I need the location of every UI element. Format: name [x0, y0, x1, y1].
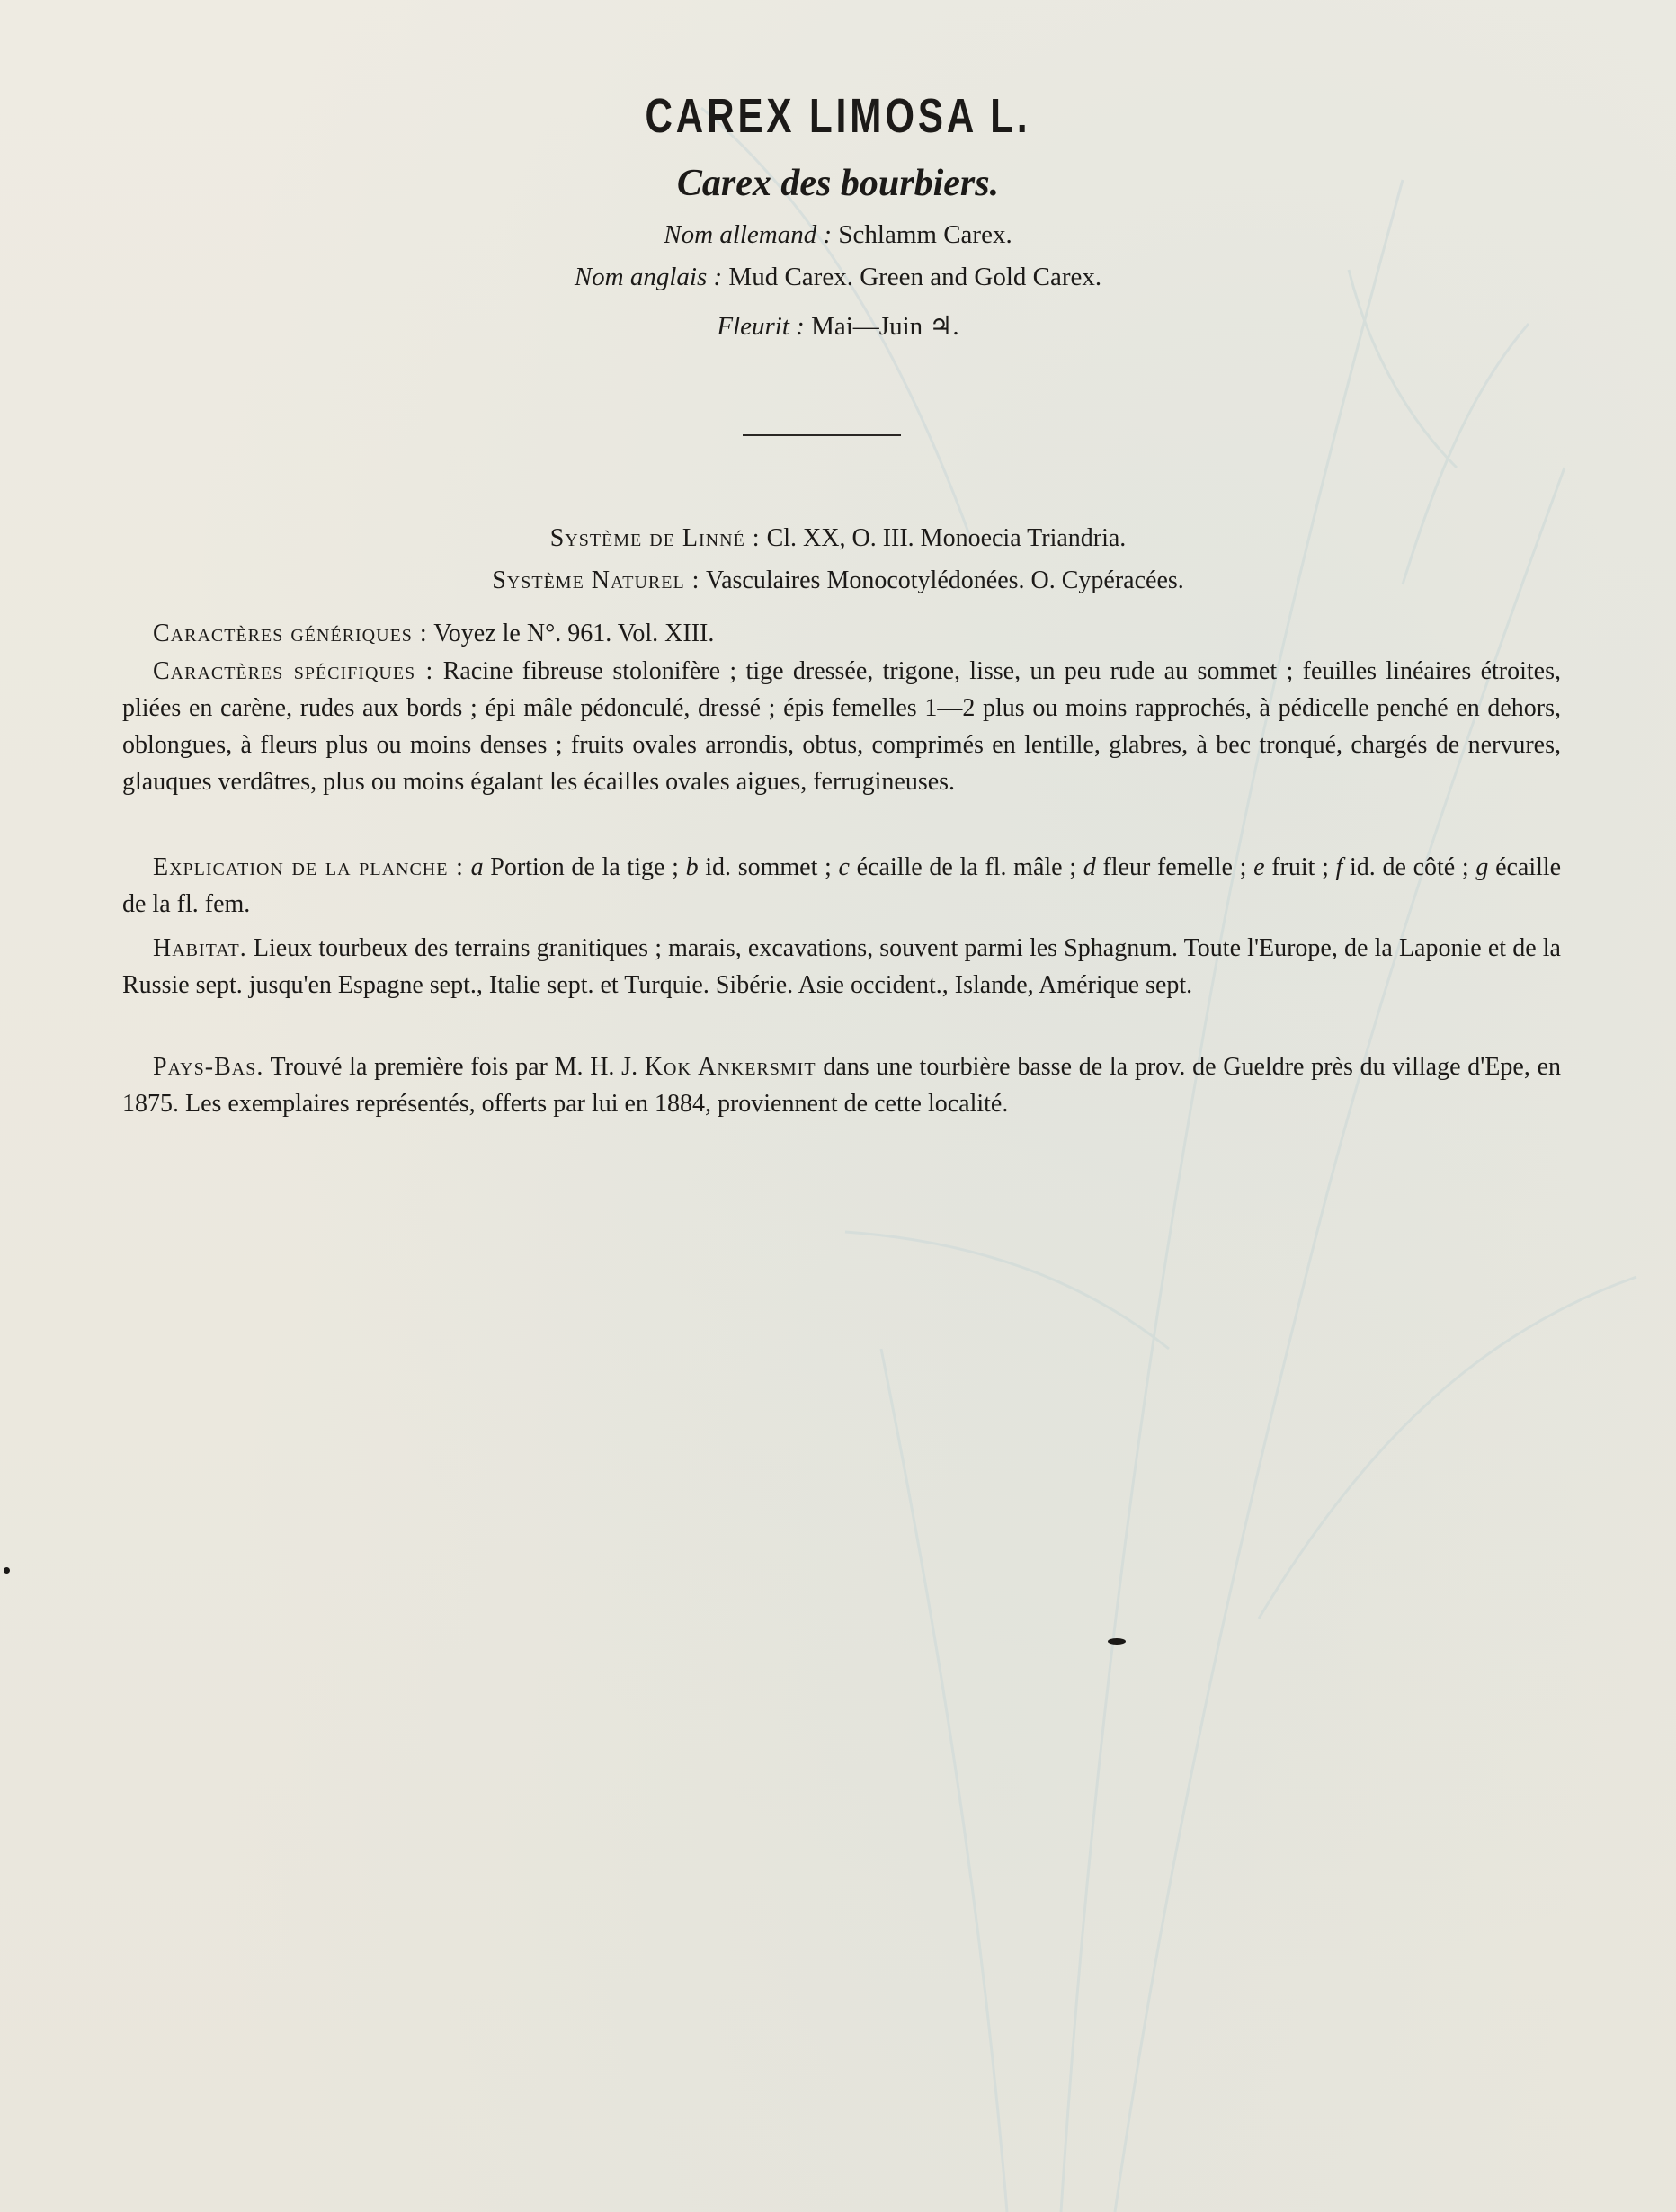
systeme-linne-value: Cl. XX, O. III. Monoecia Triandria. — [766, 524, 1127, 552]
fleurit-value: Mai—Juin ♃. — [811, 312, 959, 341]
figure-e-text: fruit ; — [1271, 853, 1329, 881]
ink-speck — [1108, 1638, 1126, 1645]
caracteres-generiques-label: Caractères génériques : — [153, 620, 428, 647]
habitat-text: Lieux tourbeux des terrains granitiques ; marais, excavations, souvent parmi les Sphagnum. Toute l'Europe, de la Laponie et de la Russie sept. jusqu'en Espagne sept., Italie sept. et Turquie. Sibérie. Asie occident., Islande, Amérique sept. — [122, 934, 1561, 999]
caracteres-generiques-text: Voyez le N°. 961. Vol. XIII. — [433, 620, 715, 647]
ink-speck — [4, 1567, 10, 1574]
habitat-label: Habitat. — [153, 934, 247, 962]
nom-anglais-value: Mud Carex. Green and Gold Carex. — [728, 263, 1102, 291]
systeme-linne-line — [0, 524, 1676, 553]
collector-name: Kok Ankersmit — [644, 1053, 816, 1081]
figure-letter-g: g — [1475, 853, 1489, 881]
figure-letter-f: f — [1335, 853, 1343, 881]
nom-anglais-line — [0, 263, 1676, 292]
fleurit-label: Fleurit : — [717, 312, 805, 341]
figure-a-text: Portion de la tige ; — [490, 853, 679, 881]
caracteres-generiques-paragraph — [122, 615, 1561, 652]
pays-bas-text-before: Trouvé la première fois par M. H. J. — [270, 1053, 638, 1081]
figure-letter-a: a — [470, 853, 484, 881]
figure-d-text: fleur femelle ; — [1102, 853, 1247, 881]
systeme-naturel-line — [0, 566, 1676, 595]
figure-f-text: id. de côté ; — [1350, 853, 1469, 881]
caracteres-specifiques-text: Racine fibreuse stolonifère ; tige dressée, trigone, lisse, un peu rude au sommet ; feuilles linéaires étroites, pliées en carène, rudes aux bords ; épi mâle pédonculé, dressé ; épis femelles 1—2 plus ou moins rapprochés, à pédicelle penché en dehors, oblongues, à fleurs plus ou moins denses ; fruits ovales arrondis, obtus, comprimés en lentille, glabres, à bec tronqué, chargés de nervures, glauques verdâtres, plus ou moins égalant les écailles ovales aigues, ferrugineuses. — [122, 657, 1562, 796]
figure-g-text: écaille de la fl. fem. — [122, 853, 1562, 918]
fleurit-line — [0, 310, 1676, 342]
caracteres-specifiques-paragraph — [122, 653, 1561, 800]
nom-allemand-label: Nom allemand : — [664, 220, 833, 249]
caracteres-specifiques-label: Caractères spécifiques : — [153, 657, 434, 685]
systeme-naturel-label: Système Naturel : — [492, 566, 700, 594]
species-title: CAREX LIMOSA L. — [645, 89, 1031, 143]
figure-letter-c: c — [838, 853, 850, 881]
french-common-name: Carex des bourbiers. — [676, 163, 1000, 204]
figure-letter-e: e — [1253, 853, 1265, 881]
nom-anglais-label: Nom anglais : — [574, 263, 723, 291]
pays-bas-label: Pays-Bas. — [153, 1053, 264, 1081]
nom-allemand-value: Schlamm Carex. — [838, 220, 1012, 249]
explication-label: Explication de la planche : — [153, 853, 464, 881]
pays-bas-text-after: dans une tourbière basse de la prov. de Gueldre près du village d'Epe, en 1875. Les exemplaires représentés, offerts par lui en 1884, proviennent de cette localité. — [122, 1053, 1561, 1118]
divider-rule — [743, 434, 901, 436]
explication-planche-paragraph — [122, 849, 1561, 923]
systeme-naturel-value: Vasculaires Monocotylédonées. O. Cypéracées. — [705, 566, 1184, 594]
nom-allemand-line — [0, 220, 1676, 250]
systeme-linne-label: Système de Linné : — [549, 524, 761, 552]
figure-letter-b: b — [685, 853, 699, 881]
figure-b-text: id. sommet ; — [705, 853, 832, 881]
habitat-paragraph — [122, 930, 1561, 1003]
pays-bas-paragraph — [122, 1048, 1561, 1122]
figure-c-text: écaille de la fl. mâle ; — [856, 853, 1077, 881]
figure-letter-d: d — [1083, 853, 1096, 881]
